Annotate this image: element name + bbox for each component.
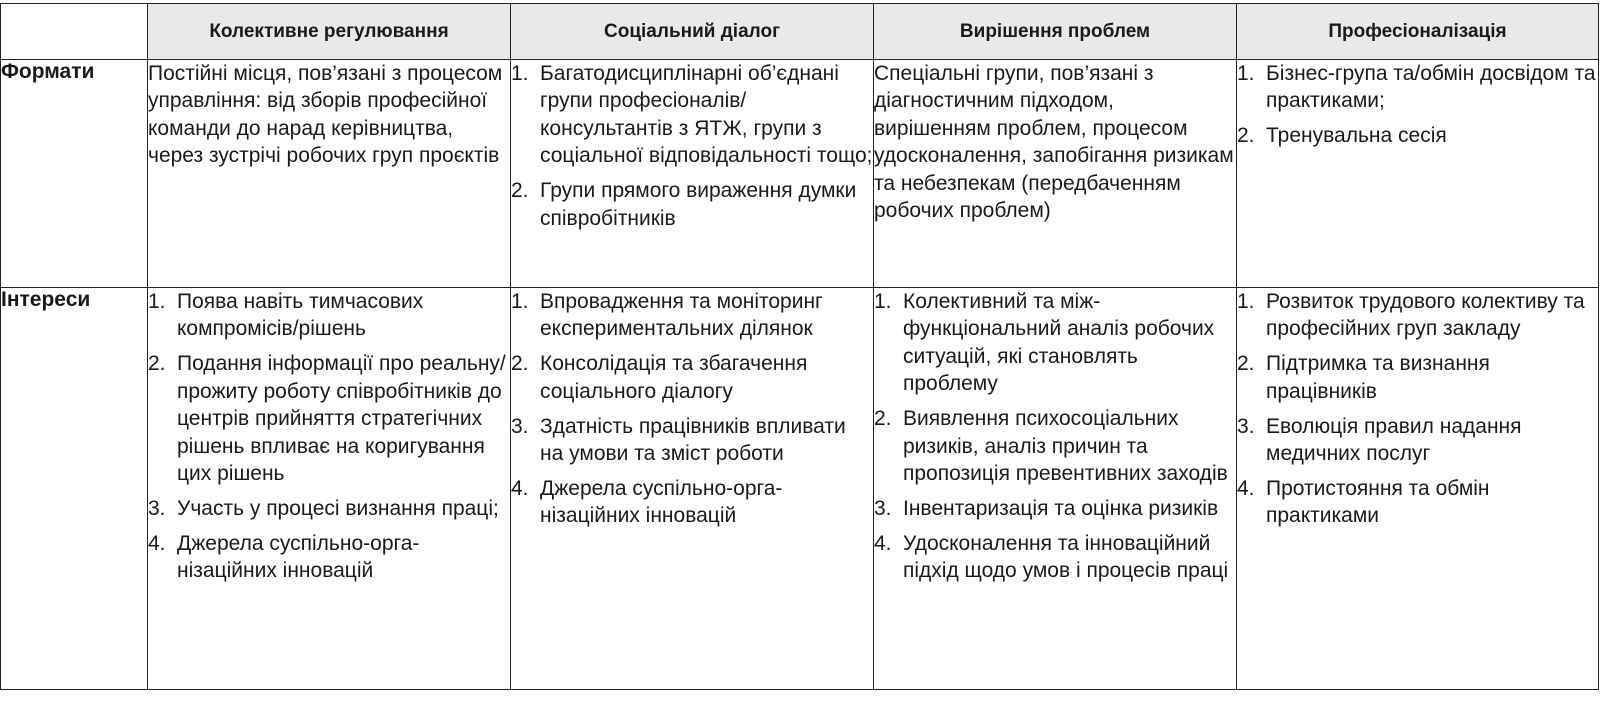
list-item [874, 405, 1236, 487]
list-item [148, 530, 510, 585]
row-label-interests: Інтереси [1, 288, 148, 690]
item-number: 2. [1237, 352, 1255, 376]
item-text: Бізнес-група та/обмін досвідом та практиками; [1266, 62, 1596, 113]
item-text: Здатність працівників впливати на умови та зміст роботи [540, 414, 846, 466]
numbered-list [874, 288, 1236, 585]
item-number: 2. [1237, 124, 1255, 148]
list-item [1237, 288, 1598, 343]
item-text: Поява навіть тимчасових компромісів/рішень [177, 290, 424, 341]
comparison-table [0, 3, 1599, 690]
list-item [511, 475, 873, 530]
cell-formats-social-dialogue [511, 60, 874, 288]
list-item [1237, 122, 1598, 149]
list-item [511, 350, 873, 405]
list-item [511, 288, 873, 343]
item-number: 1. [1237, 62, 1255, 85]
item-number: 4. [511, 476, 529, 500]
header-professionalization: Професіоналізація [1237, 4, 1599, 60]
numbered-list [511, 60, 873, 232]
item-number: 3. [148, 496, 166, 520]
item-number: 3. [1237, 414, 1255, 438]
numbered-list [148, 288, 510, 585]
item-number: 4. [1237, 476, 1255, 500]
item-text: Групи прямого вираження думки співробітників [540, 179, 857, 230]
item-text: Впровадження та моніторинг експериментальних ділянок [540, 290, 823, 341]
item-number: 1. [511, 290, 529, 313]
list-item [511, 413, 873, 468]
cell-formats-problem-solving [874, 60, 1237, 288]
item-number: 4. [148, 531, 166, 555]
item-number: 3. [511, 414, 529, 438]
item-text: Подання інформації про реальну/прожиту роботу співробітників до центрів прийняття стратегічних рішень впливає на коригування цих рішень [177, 352, 506, 485]
list-item [511, 177, 873, 232]
list-item [1237, 350, 1598, 405]
numbered-list [1237, 60, 1598, 150]
item-number: 1. [511, 62, 529, 85]
item-number: 1. [874, 290, 892, 313]
item-number: 1. [148, 290, 166, 313]
item-number: 4. [874, 531, 892, 555]
header-collective-regulation: Колективне регулювання [148, 4, 511, 60]
item-text: Тренувальна сесія [1266, 124, 1447, 148]
item-text: Участь у процесі визнання праці; [177, 496, 499, 520]
header-social-dialogue: Соціальний діалог [511, 4, 874, 60]
header-problem-solving: Вирішення проблем [874, 4, 1237, 60]
row-label-formats: Формати [1, 60, 148, 288]
list-item [1237, 413, 1598, 468]
cell-interests-problem-solving [874, 288, 1237, 690]
item-text: Багатодисциплінарні об’єднані групи професіоналів/консультантів з ЯТЖ, групи з соціальної відповідальності тощо; [540, 62, 873, 168]
cell-paragraph: Постійні місця, пов’язані з процесом управління: від зборів професійної команди до нарад керівництва, через зустрічі робочих груп проєктів [148, 62, 503, 168]
list-item [148, 495, 510, 522]
item-number: 2. [874, 407, 892, 431]
item-text: Консолідація та збагачення соціального діалогу [540, 352, 808, 403]
cell-formats-professionalization [1237, 60, 1599, 288]
item-number: 2. [148, 352, 166, 376]
list-item [874, 288, 1236, 398]
list-item [1237, 60, 1598, 115]
cell-interests-social-dialogue [511, 288, 874, 690]
cell-formats-collective-regulation [148, 60, 511, 288]
cell-interests-professionalization [1237, 288, 1599, 690]
table-row-formats [1, 60, 1599, 288]
numbered-list [1237, 288, 1598, 530]
item-text: Підтримка та визнання працівників [1266, 352, 1490, 403]
list-item [148, 350, 510, 487]
table-row-interests [1, 288, 1599, 690]
item-text: Джерела суспільно-організаційних інновацій [540, 476, 783, 528]
item-number: 2. [511, 179, 529, 203]
cell-paragraph: Спеціальні групи, пов’язані з діагностичним підходом, вирішенням проблем, процесом удосконалення, запобігання ризикам та небезпекам (передбаченням робочих проблем) [874, 62, 1234, 223]
item-text: Джерела суспільно-організаційних інновацій [177, 531, 420, 583]
list-item [874, 495, 1236, 522]
list-item [511, 60, 873, 170]
item-text: Виявлення психосоціальних ризиків, аналіз причин та пропозиція превентивних заходів [903, 407, 1228, 485]
item-number: 2. [511, 352, 529, 376]
list-item [874, 530, 1236, 585]
list-item [148, 288, 510, 343]
numbered-list [511, 288, 873, 530]
list-item [1237, 475, 1598, 530]
item-text: Протистояння та обмін практиками [1266, 476, 1490, 528]
cell-interests-collective-regulation [148, 288, 511, 690]
item-number: 3. [874, 496, 892, 520]
item-text: Колективний та міжфункціональний аналіз робочих ситуацій, які становлять проблему [903, 290, 1215, 396]
item-text: Інвентаризація та оцінка ризиків [903, 496, 1219, 520]
header-corner-cell [1, 4, 148, 60]
item-text: Розвиток трудового колективу та професійних груп закладу [1266, 290, 1585, 341]
header-row [1, 4, 1599, 60]
item-text: Удосконалення та інноваційний підхід щодо умов і процесів праці [903, 531, 1229, 583]
item-text: Еволюція правил надання медичних послуг [1266, 414, 1522, 466]
item-number: 1. [1237, 290, 1255, 313]
